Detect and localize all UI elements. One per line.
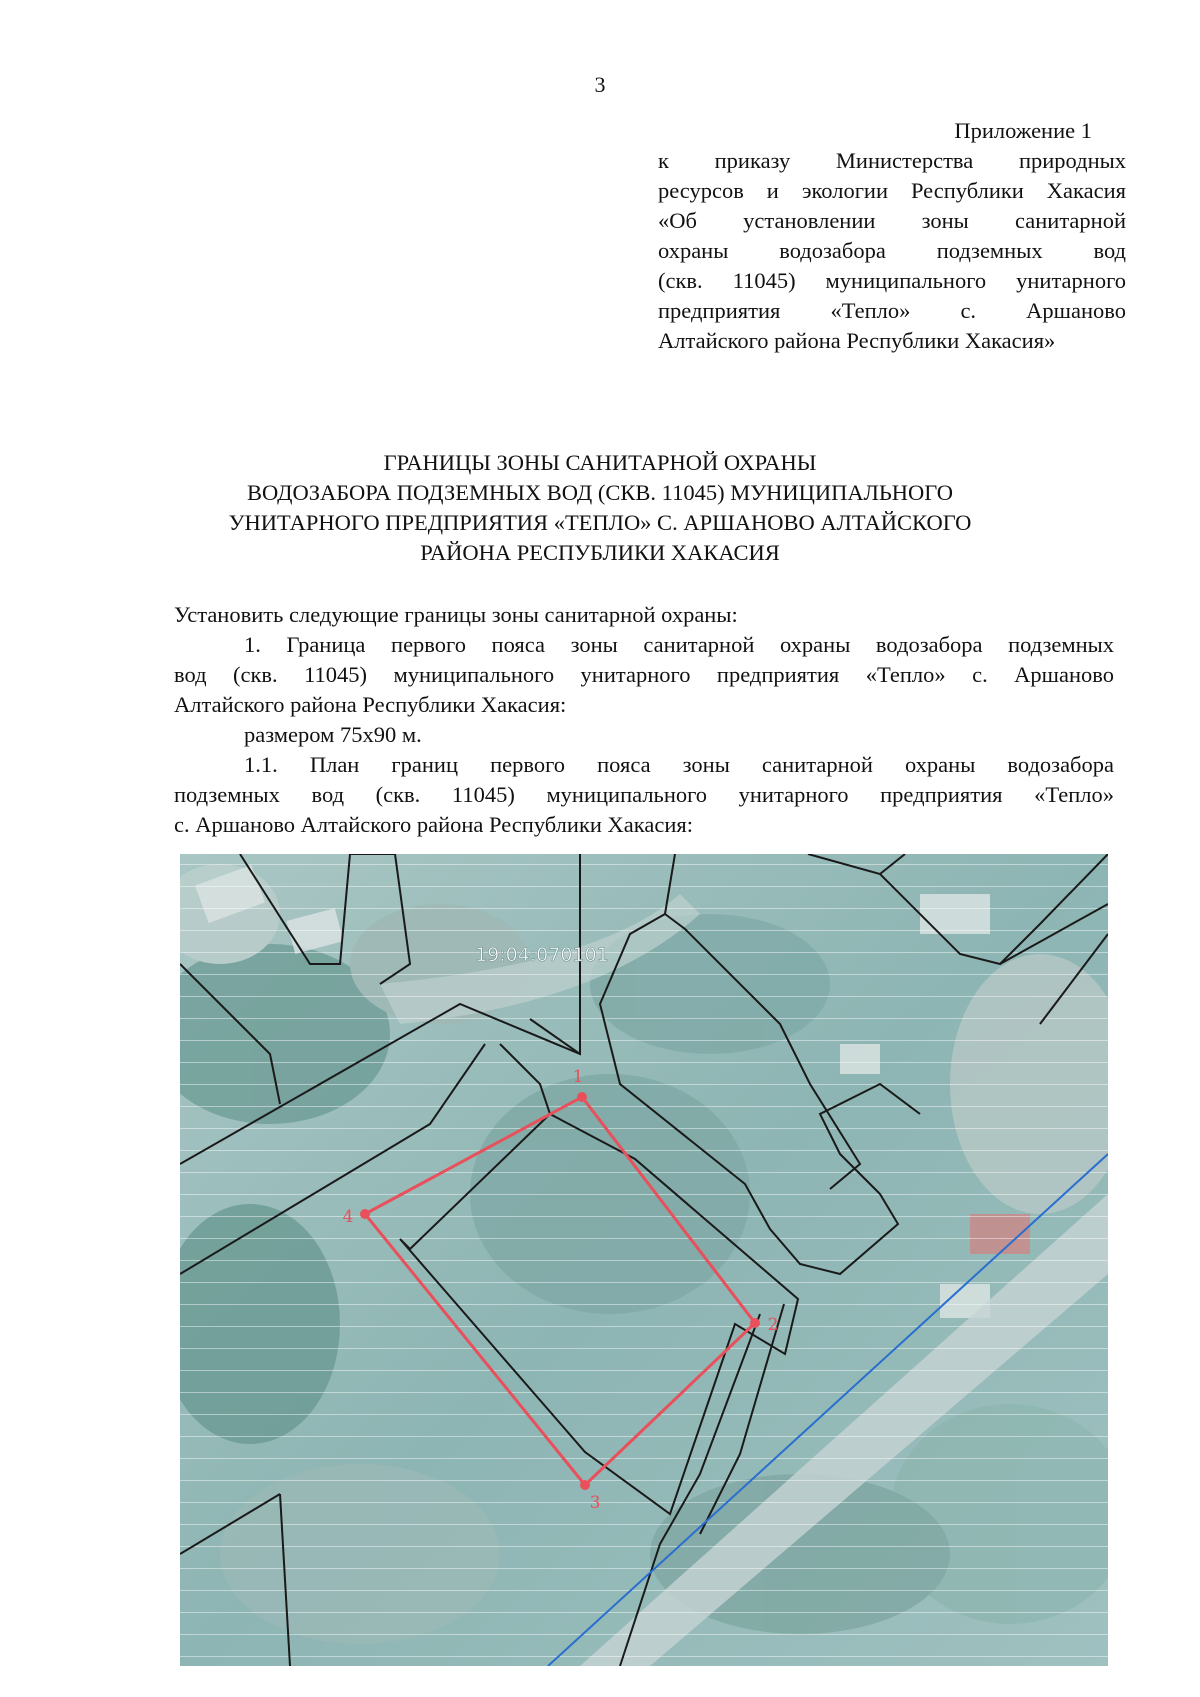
boundary-point-marker — [577, 1092, 587, 1102]
item-1-line: 1. Граница первого пояса зоны санитарной охраны водозабора подземных — [244, 632, 1114, 657]
boundary-point-marker — [580, 1480, 590, 1490]
document-body — [174, 600, 1114, 840]
heading-line: ВОДОЗАБОРА ПОДЗЕМНЫХ ВОД (СКВ. 11045) МУНИЦИПАЛЬНОГО — [246, 480, 954, 505]
appendix-line: (скв. 11045) муниципального унитарного — [658, 268, 1126, 293]
heading-line: УНИТАРНОГО ПРЕДПРИЯТИЯ «ТЕПЛО» С. АРШАНОВО АЛТАЙСКОГО — [228, 510, 972, 535]
heading-line: РАЙОНА РЕСПУБЛИКИ ХАКАСИЯ — [420, 540, 780, 565]
appendix-reference — [658, 116, 1126, 356]
item-1-1-line: с. Аршаново Алтайского района Республики Хакасия: — [174, 812, 693, 837]
appendix-line: охраны водозабора подземных вод — [658, 238, 1126, 263]
item-1-1-line: подземных вод (скв. 11045) муниципального унитарного предприятия «Тепло» — [174, 782, 1114, 807]
boundary-point-marker — [750, 1318, 760, 1328]
boundary-point-label: 1 — [572, 1067, 584, 1087]
item-1-1-line: 1.1. План границ первого пояса зоны санитарной охраны водозабора — [244, 752, 1114, 777]
item-1-line: вод (скв. 11045) муниципального унитарного предприятия «Тепло» с. Аршаново — [174, 662, 1114, 687]
appendix-title: Приложение 1 — [954, 118, 1092, 143]
boundary-plan-map — [180, 854, 1108, 1666]
boundary-point-label: 2 — [767, 1315, 779, 1335]
boundary-point-label: 4 — [342, 1207, 354, 1227]
boundary-point-marker — [360, 1209, 370, 1219]
appendix-line: предприятия «Тепло» с. Аршаново — [658, 298, 1126, 323]
appendix-line: Алтайского района Республики Хакасия» — [658, 328, 1056, 353]
zone-size: размером 75х90 м. — [244, 722, 422, 747]
page-number: 3 — [594, 72, 606, 97]
item-1-line: Алтайского района Республики Хакасия: — [174, 692, 567, 717]
boundary-point-label: 3 — [589, 1493, 601, 1513]
appendix-line: «Об установлении зоны санитарной — [658, 208, 1126, 233]
appendix-line: ресурсов и экологии Республики Хакасия — [658, 178, 1126, 203]
heading-line: ГРАНИЦЫ ЗОНЫ САНИТАРНОЙ ОХРАНЫ — [383, 450, 817, 475]
intro-paragraph: Установить следующие границы зоны санитарной охраны: — [174, 602, 738, 627]
cadastral-number: 19:04:070101 — [475, 944, 609, 966]
document-heading — [0, 448, 1200, 568]
appendix-line: к приказу Министерства природных — [658, 148, 1126, 173]
